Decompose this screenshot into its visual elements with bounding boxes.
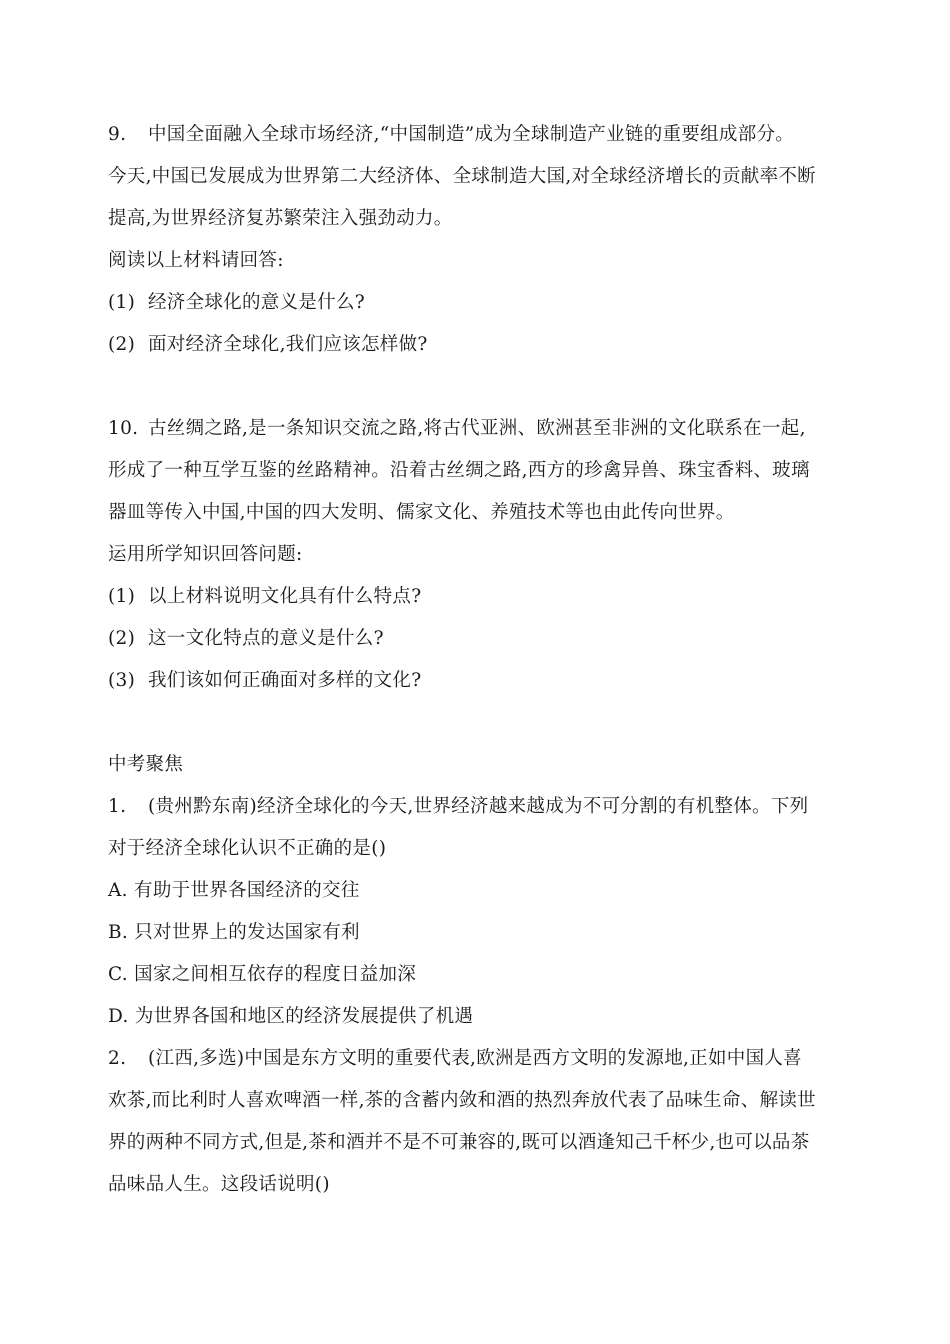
q10-sub-3-number: (3) — [108, 670, 136, 691]
mc1-option-d: D. 为世界各国和地区的经济发展提供了机遇 — [108, 1006, 474, 1027]
q9-text-1: 中国全面融入全球市场经济,“中国制造”成为全球制造产业链的重要组成部分。 — [148, 124, 795, 145]
q9-sub-2 — [108, 324, 848, 366]
mc1-text-2: 对于经济全球化认识不正确的是() — [108, 838, 387, 859]
mc2-number: 2. — [108, 1048, 127, 1069]
q9-sub-1-number: (1) — [108, 292, 136, 313]
q9-sub-2-text: 面对经济全球化,我们应该怎样做? — [148, 334, 428, 355]
section-title: 中考聚焦 — [108, 754, 184, 775]
mc1-option-c: C. 国家之间相互依存的程度日益加深 — [108, 964, 417, 985]
q9-text-2: 今天,中国已发展成为世界第二大经济体、全球制造大国,对全球经济增长的贡献率不断 — [108, 166, 816, 187]
q10-sub-2 — [108, 618, 848, 660]
q9-sub-1 — [108, 282, 848, 324]
q9-sub-2-number: (2) — [108, 334, 136, 355]
mc2-text-1: (江西,多选)中国是东方文明的重要代表,欧洲是西方文明的发源地,正如中国人喜 — [148, 1048, 802, 1069]
q9-prompt: 阅读以上材料请回答: — [108, 250, 284, 271]
q10-sub-1-number: (1) — [108, 586, 136, 607]
q10-sub-3 — [108, 660, 848, 702]
q10-prompt: 运用所学知识回答问题: — [108, 544, 303, 565]
q10-sub-1-text: 以上材料说明文化具有什么特点? — [148, 586, 422, 607]
mc2-line-1 — [108, 1038, 848, 1080]
q9-text-3: 提高,为世界经济复苏繁荣注入强劲动力。 — [108, 208, 453, 229]
q9-sub-1-text: 经济全球化的意义是什么? — [148, 292, 366, 313]
q10-text-1: 古丝绸之路,是一条知识交流之路,将古代亚洲、欧洲甚至非洲的文化联系在一起, — [148, 418, 806, 439]
q10-text-3: 器皿等传入中国,中国的四大发明、儒家文化、养殖技术等也由此传向世界。 — [108, 502, 735, 523]
q10-sub-3-text: 我们该如何正确面对多样的文化? — [148, 670, 422, 691]
mc1-option-a: A. 有助于世界各国经济的交往 — [108, 880, 360, 901]
q9-number: 9. — [108, 124, 127, 145]
q10-text-2: 形成了一种互学互鉴的丝路精神。沿着古丝绸之路,西方的珍禽异兽、珠宝香料、玻璃 — [108, 460, 810, 481]
mc1-number: 1. — [108, 796, 127, 817]
document-page — [108, 114, 848, 1206]
q10-line-1 — [108, 408, 848, 450]
q10-number: 10. — [108, 418, 139, 439]
q10-sub-2-text: 这一文化特点的意义是什么? — [148, 628, 384, 649]
mc1-line-1 — [108, 786, 848, 828]
q10-sub-2-number: (2) — [108, 628, 136, 649]
q10-sub-1 — [108, 576, 848, 618]
mc1-text-1: (贵州黔东南)经济全球化的今天,世界经济越来越成为不可分割的有机整体。下列 — [148, 796, 809, 817]
q9-line-1 — [108, 114, 848, 156]
mc2-text-4: 品味品人生。这段话说明() — [108, 1174, 330, 1195]
mc2-text-2: 欢茶,而比利时人喜欢啤酒一样,茶的含蓄内敛和酒的热烈奔放代表了品味生命、解读世 — [108, 1090, 816, 1111]
spacer — [108, 366, 848, 408]
mc1-option-b: B. 只对世界上的发达国家有利 — [108, 922, 360, 943]
mc2-text-3: 界的两种不同方式,但是,茶和酒并不是不可兼容的,既可以酒逢知己千杯少,也可以品茶 — [108, 1132, 810, 1153]
spacer — [108, 702, 848, 744]
